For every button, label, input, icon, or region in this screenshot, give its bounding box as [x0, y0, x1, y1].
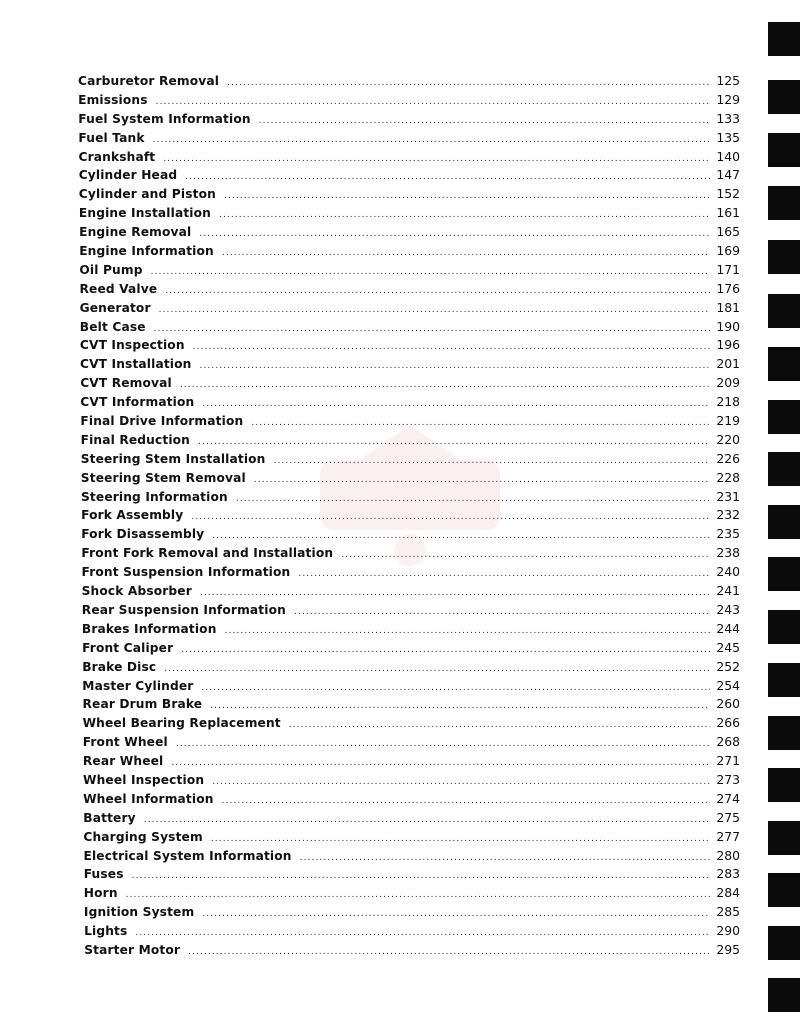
toc-leader-dots: [201, 679, 710, 698]
toc-entry[interactable]: [0, 431, 740, 450]
toc-entry-page: 280: [716, 847, 740, 863]
binding-tab: [768, 240, 800, 274]
toc-leader-dots: [222, 244, 710, 263]
toc-entry[interactable]: [0, 639, 740, 658]
toc-entry-title: Starter Motor: [84, 942, 181, 957]
toc-entry-page: 275: [716, 809, 740, 825]
binding-tab: [768, 400, 800, 434]
toc-entry-page: 231: [716, 488, 740, 504]
toc-entry-page: 196: [716, 337, 740, 353]
toc-entry[interactable]: [0, 412, 740, 431]
toc-leader-dots: [198, 433, 710, 452]
toc-entry-title: Battery: [83, 810, 136, 825]
toc-entry-page: 190: [716, 318, 740, 334]
toc-leader-dots: [165, 282, 710, 301]
toc-entry-page: 295: [716, 941, 740, 957]
toc-entry-title: Cylinder and Piston: [78, 187, 216, 202]
toc-entry[interactable]: [0, 336, 740, 355]
toc-entry-title: Fork Disassembly: [81, 527, 205, 542]
toc-entry[interactable]: [0, 148, 740, 167]
toc-entry-title: Generator: [79, 300, 151, 315]
binding-tab: [768, 557, 800, 591]
toc-entry-page: 243: [716, 601, 740, 617]
toc-entry-page: 283: [716, 866, 740, 882]
toc-entry-page: 245: [716, 639, 740, 655]
toc-entry-title: Emissions: [78, 92, 148, 107]
binding-tab: [768, 505, 800, 539]
toc-leader-dots: [341, 546, 710, 565]
toc-entry-title: Master Cylinder: [82, 678, 194, 693]
toc-leader-dots: [259, 112, 710, 131]
toc-leader-dots: [219, 206, 710, 225]
toc-entry[interactable]: [0, 488, 740, 507]
toc-entry-title: Rear Drum Brake: [82, 697, 203, 712]
toc-entry-page: 176: [716, 280, 740, 296]
toc-entry-page: 290: [716, 923, 740, 939]
toc-entry-page: 254: [716, 677, 740, 693]
toc-entry[interactable]: [0, 318, 740, 337]
toc-entry-page: 238: [716, 545, 740, 561]
toc-entry-title: Wheel Inspection: [83, 772, 205, 787]
toc-leader-dots: [135, 924, 710, 943]
toc-entry[interactable]: [0, 355, 740, 374]
toc-entry[interactable]: [0, 771, 740, 790]
toc-entry-title: Crankshaft: [78, 149, 156, 164]
toc-entry-page: 129: [716, 91, 740, 107]
binding-tab: [768, 768, 800, 802]
toc-leader-dots: [191, 508, 710, 527]
toc-entry-page: 271: [716, 753, 740, 769]
toc-leader-dots: [222, 792, 710, 811]
toc-entry[interactable]: [0, 280, 740, 299]
toc-entry-page: 133: [716, 110, 740, 126]
toc-entry-title: Ignition System: [83, 905, 195, 920]
toc-leader-dots: [225, 622, 710, 641]
toc-entry-page: 240: [716, 564, 740, 580]
binding-tab: [768, 452, 800, 486]
toc-entry[interactable]: [0, 506, 740, 525]
toc-leader-dots: [176, 735, 710, 754]
toc-leader-dots: [164, 660, 710, 679]
toc-leader-dots: [188, 943, 710, 962]
toc-entry-title: Front Wheel: [82, 735, 168, 750]
toc-entry-page: 165: [716, 224, 740, 240]
toc-entry-title: Fuses: [83, 867, 124, 882]
toc-leader-dots: [171, 754, 710, 773]
toc-entry-page: 235: [716, 526, 740, 542]
toc-leader-dots: [254, 471, 710, 490]
toc-leader-dots: [199, 225, 710, 244]
toc-entry-title: Brakes Information: [81, 621, 217, 636]
toc-entry-page: 244: [716, 620, 740, 636]
toc-entry-title: CVT Installation: [80, 357, 192, 372]
toc-entry-title: Steering Stem Installation: [80, 451, 266, 466]
table-of-contents: [0, 72, 740, 960]
toc-entry[interactable]: [0, 601, 740, 620]
toc-leader-dots: [126, 886, 710, 905]
toc-entry-title: Wheel Information: [83, 791, 214, 806]
toc-entry[interactable]: [0, 828, 740, 847]
toc-leader-dots: [181, 641, 710, 660]
binding-tab: [768, 821, 800, 855]
toc-entry[interactable]: [0, 695, 740, 714]
toc-entry[interactable]: [0, 733, 740, 752]
toc-entry-title: Final Reduction: [80, 432, 190, 447]
toc-entry[interactable]: [0, 242, 740, 261]
binding-tab: [768, 926, 800, 960]
toc-entry[interactable]: [0, 582, 740, 601]
toc-entry[interactable]: [0, 941, 740, 960]
toc-entry[interactable]: [0, 525, 740, 544]
toc-entry[interactable]: [0, 790, 740, 809]
toc-entry-page: 181: [716, 299, 740, 315]
toc-entry[interactable]: [0, 299, 740, 318]
toc-entry[interactable]: [0, 922, 740, 941]
toc-leader-dots: [298, 565, 710, 584]
toc-entry-page: 135: [716, 129, 740, 145]
toc-entry-title: Engine Information: [79, 244, 214, 259]
toc-entry-title: Horn: [83, 886, 118, 901]
toc-entry-page: 277: [716, 828, 740, 844]
toc-entry[interactable]: [0, 261, 740, 280]
toc-entry[interactable]: [0, 185, 740, 204]
toc-entry-title: Belt Case: [79, 319, 146, 334]
toc-leader-dots: [251, 414, 710, 433]
toc-entry-page: 241: [716, 583, 740, 599]
toc-entry-page: 171: [716, 261, 740, 277]
toc-leader-dots: [154, 320, 710, 339]
toc-leader-dots: [163, 150, 710, 169]
toc-entry-title: Lights: [84, 924, 128, 939]
binding-tab: [768, 716, 800, 750]
binding-tab: [768, 133, 800, 167]
toc-entry-title: Front Caliper: [82, 640, 174, 655]
toc-entry-page: 209: [716, 375, 740, 391]
toc-entry-page: 140: [716, 148, 740, 164]
toc-entry-page: 220: [716, 431, 740, 447]
toc-entry-page: 226: [716, 450, 740, 466]
toc-entry-page: 152: [716, 186, 740, 202]
toc-entry-page: 219: [716, 413, 740, 429]
binding-tab: [768, 22, 800, 56]
toc-entry-page: 161: [716, 205, 740, 221]
toc-entry-page: 232: [716, 507, 740, 523]
toc-leader-dots: [224, 187, 710, 206]
toc-entry[interactable]: [0, 393, 740, 412]
toc-leader-dots: [153, 131, 710, 150]
toc-entry-title: CVT Information: [80, 395, 195, 410]
toc-entry-title: Cylinder Head: [78, 168, 178, 183]
toc-entry-page: 266: [716, 715, 740, 731]
toc-entry-title: Wheel Bearing Replacement: [82, 716, 281, 731]
toc-entry[interactable]: [0, 544, 740, 563]
toc-leader-dots: [202, 395, 710, 414]
toc-entry-page: 268: [716, 734, 740, 750]
binding-tab: [768, 80, 800, 114]
toc-leader-dots: [132, 867, 710, 886]
toc-leader-dots: [185, 168, 710, 187]
toc-leader-dots: [294, 603, 710, 622]
toc-leader-dots: [300, 849, 710, 868]
toc-entry-page: 284: [716, 885, 740, 901]
toc-entry-title: Electrical System Information: [83, 848, 292, 863]
toc-entry-page: 125: [716, 73, 740, 88]
toc-entry-page: 147: [716, 167, 740, 183]
toc-entry-title: Fuel System Information: [78, 111, 251, 126]
toc-leader-dots: [289, 716, 710, 735]
toc-entry-title: CVT Inspection: [79, 338, 185, 353]
toc-entry-page: 252: [716, 658, 740, 674]
toc-entry-page: 169: [716, 243, 740, 259]
toc-entry[interactable]: [0, 166, 740, 185]
toc-leader-dots: [227, 74, 710, 93]
toc-leader-dots: [236, 490, 710, 509]
toc-entry[interactable]: [0, 129, 740, 148]
toc-entry[interactable]: [0, 450, 740, 469]
toc-entry-page: 201: [716, 356, 740, 372]
binding-tab: [768, 294, 800, 328]
toc-entry[interactable]: [0, 91, 740, 110]
toc-leader-dots: [180, 376, 710, 395]
toc-entry[interactable]: [0, 884, 740, 903]
toc-entry-title: Engine Removal: [79, 225, 192, 240]
toc-entry-title: Steering Information: [81, 489, 228, 504]
toc-entry[interactable]: [0, 865, 740, 884]
toc-entry-title: Final Drive Information: [80, 414, 244, 429]
toc-entry[interactable]: [0, 903, 740, 922]
binding-tab: [768, 186, 800, 220]
toc-entry-title: Brake Disc: [82, 659, 157, 674]
toc-entry-page: 285: [716, 904, 740, 920]
toc-leader-dots: [144, 811, 710, 830]
toc-leader-dots: [151, 263, 710, 282]
binding-tab: [768, 978, 800, 1012]
toc-entry[interactable]: [0, 374, 740, 393]
toc-entry-title: Front Suspension Information: [81, 565, 291, 580]
toc-entry-title: Rear Wheel: [82, 754, 164, 769]
toc-entry-page: 228: [716, 469, 740, 485]
binding-tab: [768, 610, 800, 644]
toc-entry-title: Front Fork Removal and Installation: [81, 546, 334, 561]
toc-entry-title: CVT Removal: [80, 376, 172, 391]
binding-tab: [768, 873, 800, 907]
toc-entry-title: Fork Assembly: [81, 508, 184, 523]
toc-entry[interactable]: [0, 223, 740, 242]
toc-leader-dots: [199, 357, 710, 376]
toc-leader-dots: [202, 905, 710, 924]
toc-leader-dots: [210, 697, 710, 716]
toc-entry-title: Shock Absorber: [81, 584, 192, 599]
toc-entry-title: Steering Stem Removal: [80, 470, 246, 485]
toc-entry-page: 260: [716, 696, 740, 712]
toc-leader-dots: [212, 773, 710, 792]
toc-entry-page: 274: [716, 790, 740, 806]
toc-leader-dots: [193, 338, 710, 357]
toc-entry[interactable]: [0, 714, 740, 733]
toc-entry-title: Fuel Tank: [78, 130, 145, 145]
binding-tab: [768, 663, 800, 697]
toc-entry-title: Charging System: [83, 829, 203, 844]
toc-entry-title: Rear Suspension Information: [81, 602, 286, 617]
toc-entry-title: Oil Pump: [79, 262, 143, 277]
toc-entry-title: Engine Installation: [78, 206, 211, 221]
binding-tab: [768, 347, 800, 381]
toc-entry-page: 218: [716, 394, 740, 410]
toc-entry[interactable]: [0, 469, 740, 488]
toc-entry[interactable]: [0, 677, 740, 696]
toc-entry[interactable]: [0, 204, 740, 223]
toc-entry[interactable]: [0, 72, 740, 91]
toc-entry-page: 273: [716, 771, 740, 787]
toc-entry[interactable]: [0, 752, 740, 771]
toc-entry[interactable]: [0, 847, 740, 866]
toc-leader-dots: [159, 301, 710, 320]
toc-entry[interactable]: [0, 110, 740, 129]
toc-entry[interactable]: [0, 658, 740, 677]
toc-entry[interactable]: [0, 563, 740, 582]
toc-entry-title: Reed Valve: [79, 281, 158, 296]
toc-entry[interactable]: [0, 809, 740, 828]
toc-entry-title: Carburetor Removal: [78, 74, 220, 88]
toc-leader-dots: [274, 452, 710, 471]
toc-entry[interactable]: [0, 620, 740, 639]
